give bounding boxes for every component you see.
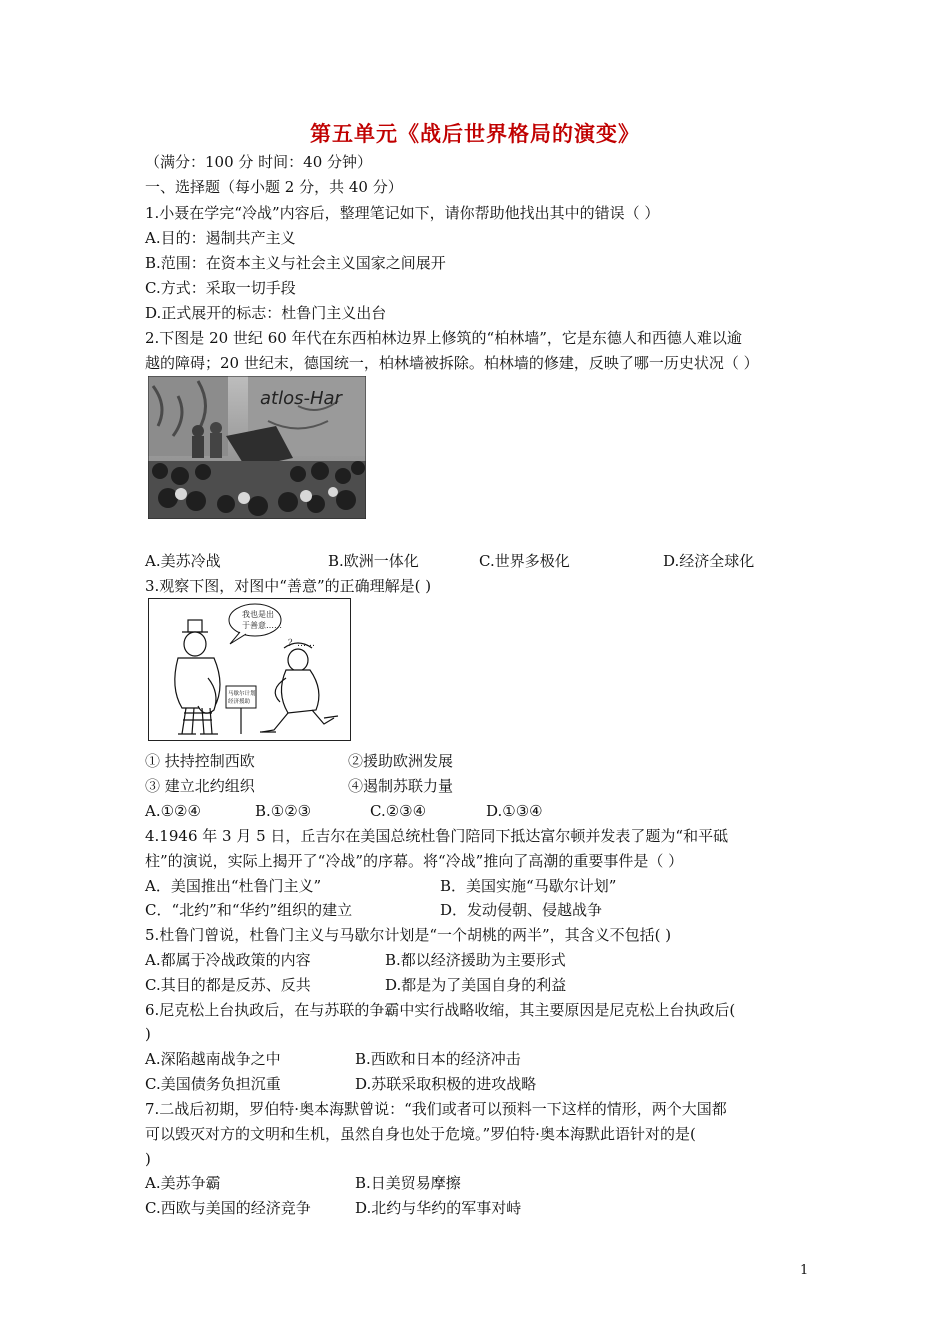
q7-stem-line2: 可以毁灭对方的文明和生机，虽然自身也处于危境。”罗伯特·奥本海默此语针对的是( — [145, 1125, 696, 1143]
marshall-plan-cartoon — [148, 598, 351, 741]
page-number: 1 — [800, 1263, 809, 1278]
q5-option-c: C.其目的都是反苏、反共 — [145, 976, 311, 994]
q4-option-b: B．美国实施“马歇尔计划” — [440, 877, 617, 895]
q7-option-b: B.日美贸易摩擦 — [355, 1174, 461, 1192]
graffiti-text: atlos-Har — [260, 388, 342, 409]
q7-option-c: C.西欧与美国的经济竞争 — [145, 1199, 311, 1217]
q6-stem-line1: 6.尼克松上台执政后，在与苏联的争霸中实行战略收缩，其主要原因是尼克松上台执政后( — [145, 1001, 736, 1019]
q1-option-d: D.正式展开的标志：杜鲁门主义出台 — [145, 304, 387, 322]
q1-option-a: A.目的：遏制共产主义 — [145, 229, 296, 247]
q7-stem-line3: ) — [145, 1150, 151, 1168]
q6-option-c: C.美国债务负担沉重 — [145, 1075, 281, 1093]
q4-stem-line1: 4.1946 年 3 月 5 日，丘吉尔在美国总统杜鲁门陪同下抵达富尔顿并发表了题为“和平砥 — [145, 827, 729, 845]
page-title: 第五单元《战后世界格局的演变》 — [310, 121, 640, 146]
q6-stem-line2: ) — [145, 1025, 151, 1043]
q3-option-b: B.①②③ — [255, 802, 312, 820]
q2-option-d: D.经济全球化 — [663, 552, 755, 570]
q3-item-2: ②援助欧洲发展 — [348, 752, 454, 770]
q7-option-a: A.美苏争霸 — [145, 1174, 221, 1192]
q5-option-d: D.都是为了美国自身的利益 — [385, 976, 567, 994]
q3-item-3: ③ 建立北约组织 — [145, 777, 255, 795]
bubble-line1: 我也是出 — [242, 610, 274, 619]
bubble-line2: 于善意…… — [242, 621, 282, 630]
q6-option-d: D.苏联采取积极的进攻战略 — [355, 1075, 537, 1093]
q3-stem: 3.观察下图，对图中“善意”的正确理解是( ) — [145, 577, 432, 595]
q4-option-c: C．“北约”和“华约”组织的建立 — [145, 901, 353, 919]
q3-option-a: A.①②④ — [145, 802, 201, 820]
q6-option-b: B.西欧和日本的经济冲击 — [355, 1050, 521, 1068]
q2-stem-line1: 2.下图是 20 世纪 60 年代在东西柏林边界上修筑的“柏林墙”，它是东德人和西德人难以逾 — [145, 329, 742, 347]
q3-item-1: ① 扶持控制西欧 — [145, 752, 255, 770]
q4-stem-line2: 柱”的演说，实际上揭开了“冷战”的序幕。将“冷战”推向了高潮的重要事件是（ ） — [145, 852, 684, 870]
q7-stem-line1: 7.二战后初期，罗伯特·奥本海默曾说：“我们或者可以预料一下这样的情形，两个大国都 — [145, 1100, 727, 1118]
q3-option-c: C.②③④ — [370, 802, 427, 820]
q7-option-d: D.北约与华约的军事对峙 — [355, 1199, 522, 1217]
exam-meta: （满分：100 分 时间：40 分钟） — [145, 153, 373, 171]
q5-stem: 5.杜鲁门曾说，杜鲁门主义与马歇尔计划是“一个胡桃的两半”，其含义不包括( ) — [145, 926, 672, 944]
q2-stem-line2: 越的障碍；20 世纪末，德国统一，柏林墙被拆除。柏林墙的修建，反映了哪一历史状况（ ） — [145, 354, 759, 372]
q5-option-a: A.都属于冷战政策的内容 — [145, 951, 311, 969]
q4-option-a: A．美国推出“杜鲁门主义” — [145, 877, 322, 895]
q1-option-c: C.方式：采取一切手段 — [145, 279, 296, 297]
q1-option-b: B.范围：在资本主义与社会主义国家之间展开 — [145, 254, 446, 272]
q4-option-d: D．发动侵朝、侵越战争 — [440, 901, 603, 919]
q2-option-b: B.欧洲一体化 — [328, 552, 419, 570]
thought-text: ？…… — [288, 639, 316, 649]
berlin-wall-photo — [148, 376, 366, 519]
sign-line2: 经济援助 — [228, 699, 251, 705]
q1-stem: 1.小聂在学完“冷战”内容后，整理笔记如下，请你帮助他找出其中的错误（ ） — [145, 204, 660, 222]
section-heading: 一、选择题（每小题 2 分，共 40 分） — [145, 178, 403, 196]
q2-option-a: A.美苏冷战 — [145, 552, 221, 570]
sign-line1: 马歇尔计划 — [228, 691, 256, 697]
q6-option-a: A.深陷越南战争之中 — [145, 1050, 281, 1068]
q2-option-c: C.世界多极化 — [479, 552, 570, 570]
q5-option-b: B.都以经济援助为主要形式 — [385, 951, 566, 969]
q3-option-d: D.①③④ — [486, 802, 543, 820]
q3-item-4: ④遏制苏联力量 — [348, 777, 454, 795]
